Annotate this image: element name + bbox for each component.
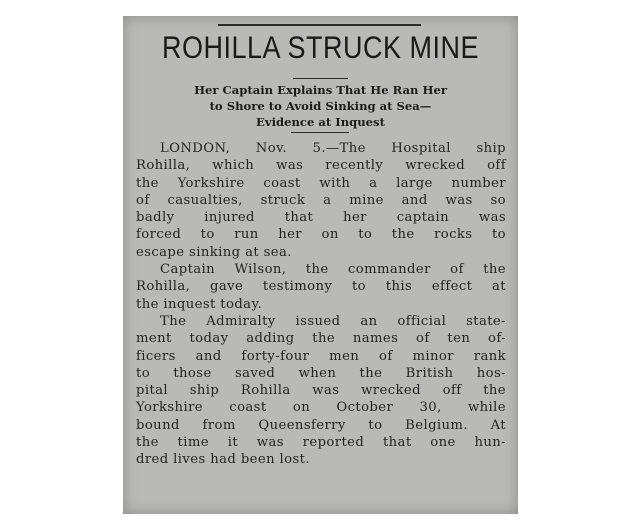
body-line: pital ship Rohilla was wrecked off the (136, 383, 506, 399)
top-rule (218, 24, 421, 26)
body-line: ficers and forty-four men of minor rank (136, 348, 506, 364)
body-line: the Yorkshire coast with a large number (136, 175, 506, 191)
subhead-line: Her Captain Explains That He Ran Her (194, 83, 447, 97)
subhead-line: Evidence at Inquest (256, 115, 385, 129)
body-line: escape sinking at sea. (136, 244, 292, 260)
body-line: the inquest today. (136, 296, 263, 312)
body-line: to those saved when the British hos- (136, 365, 506, 381)
body-line: The Admiralty issued an official state- (160, 313, 506, 329)
body-line: LONDON, Nov. 5.—The Hospital ship (160, 141, 506, 156)
body-line: the time it was reported that one hun- (136, 435, 506, 451)
subhead-line: to Shore to Avoid Sinking at Sea— (209, 99, 432, 113)
body-line: Yorkshire coast on October 30, while (136, 400, 506, 416)
body-line: badly injured that her captain was (136, 210, 506, 226)
body-line: ment today adding the names of ten of- (136, 331, 506, 347)
subheadline (123, 82, 518, 130)
divider-rule (293, 78, 348, 79)
body-line: Rohilla, which was recently wrecked off (136, 158, 506, 174)
body-line: dred lives had been lost. (136, 452, 310, 468)
article-body (136, 140, 506, 469)
divider-rule (291, 132, 349, 133)
headline: ROHILLA STRUCK MINE (161, 30, 480, 65)
body-line: bound from Queensferry to Belgium. At (136, 417, 506, 433)
body-line: Captain Wilson, the commander of the (160, 262, 506, 278)
body-line: Rohilla, gave testimony to this effect at (136, 279, 506, 295)
body-line: of casualties, struck a mine and was so (136, 192, 506, 208)
newspaper-clipping (123, 16, 518, 514)
body-line: forced to run her on to the rocks to (136, 227, 506, 243)
